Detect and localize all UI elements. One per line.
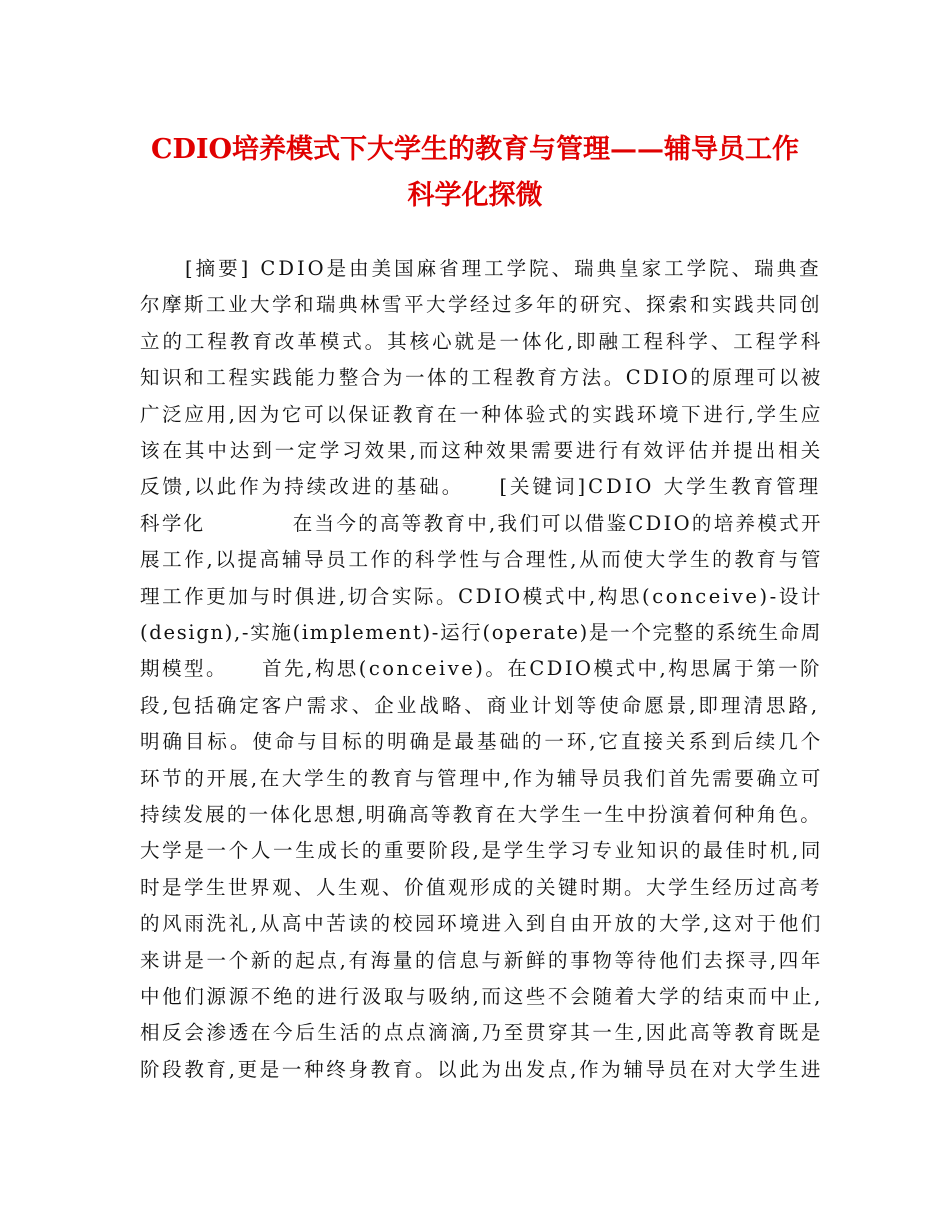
body-line: (design),-实施(implement)-运行(operate)是一个完整的系统生命周 <box>140 621 823 644</box>
body-line: 持续发展的一体化思想,明确高等教育在大学生一生中扮演着何种角色。 <box>140 803 822 826</box>
body-line: 尔摩斯工业大学和瑞典林雪平大学经过多年的研究、探索和实践共同创 <box>140 293 823 317</box>
body-line: 立的工程教育改革模式。其核心就是一体化,即融工程科学、工程学科 <box>140 329 824 353</box>
body-line: 反馈,以此作为持续改进的基础。 [关键词]CDIO 大学生教育管理 <box>140 475 822 499</box>
body-line: 时是学生世界观、人生观、价值观形成的关键时期。大学生经历过高考 <box>140 875 823 899</box>
body-line: 中他们源源不绝的进行汲取与吸纳,而这些不会随着大学的结束而中止, <box>140 985 824 1008</box>
body-line: 展工作,以提高辅导员工作的科学性与合理性,从而使大学生的教育与管 <box>140 548 824 572</box>
body-line: 科学化 在当今的高等教育中,我们可以借鉴CDIO的培养模式开 <box>140 511 823 535</box>
document-title-line-1: CDIO培养模式下大学生的教育与管理——辅导员工作 <box>150 134 800 165</box>
body-line: 相反会渗透在今后生活的点点滴滴,乃至贯穿其一生,因此高等教育既是 <box>140 1021 824 1045</box>
body-line: 明确目标。使命与目标的明确是最基础的一环,它直接关系到后续几个 <box>140 730 824 754</box>
document-body <box>140 251 824 1088</box>
body-line: 该在其中达到一定学习效果,而这种效果需要进行有效评估并提出相关 <box>140 439 824 462</box>
body-line: 来讲是一个新的起点,有海量的信息与新鲜的事物等待他们去探寻,四年 <box>140 948 824 972</box>
body-line: 理工作更加与时俱进,切合实际。CDIO模式中,构思(conceive)-设计 <box>140 584 824 608</box>
body-line: [摘要] CDIO是由美国麻省理工学院、瑞典皇家工学院、瑞典查 <box>140 257 822 280</box>
body-line: 的风雨洗礼,从高中苦读的校园环境进入到自由开放的大学,这对于他们 <box>140 912 824 936</box>
body-line: 阶段教育,更是一种终身教育。以此为出发点,作为辅导员在对大学生进 <box>140 1057 824 1081</box>
body-line: 环节的开展,在大学生的教育与管理中,作为辅导员我们首先需要确立可 <box>140 766 824 790</box>
body-line: 段,包括确定客户需求、企业战略、商业计划等使命愿景,即理清思路, <box>140 693 821 717</box>
body-line: 广泛应用,因为它可以保证教育在一种体验式的实践环境下进行,学生应 <box>140 402 824 426</box>
body-line: 期模型。 首先,构思(conceive)。在CDIO模式中,构思属于第一阶 <box>140 657 823 681</box>
document-title-line-2: 科学化探微 <box>407 180 543 211</box>
body-line: 大学是一个人一生成长的重要阶段,是学生学习专业知识的最佳时机,同 <box>140 839 824 863</box>
body-line: 知识和工程实践能力整合为一体的工程教育方法。CDIO的原理可以被 <box>140 366 823 390</box>
